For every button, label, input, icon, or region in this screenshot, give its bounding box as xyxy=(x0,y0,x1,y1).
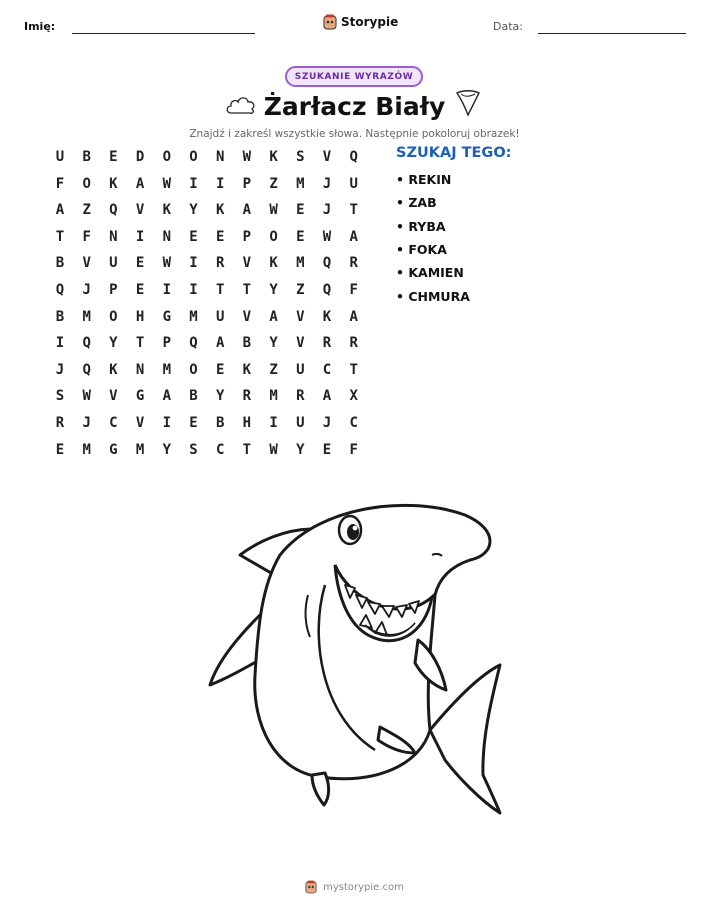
grid-letter[interactable]: P xyxy=(109,282,118,298)
grid-letter[interactable]: Y xyxy=(269,335,278,352)
shark-tooth-icon xyxy=(455,89,481,117)
brand-name: Storypie xyxy=(341,15,399,29)
grid-letter[interactable]: I xyxy=(162,282,172,298)
grid-letter[interactable]: S xyxy=(55,388,65,405)
grid-letter[interactable]: A xyxy=(242,202,252,219)
grid-letter[interactable]: F xyxy=(55,175,65,192)
grid-letter[interactable]: R xyxy=(296,388,305,405)
grid-letter[interactable]: A xyxy=(349,228,358,245)
grid-letter[interactable]: O xyxy=(189,149,198,165)
grid-letter[interactable]: D xyxy=(135,149,145,165)
grid-letter[interactable]: C xyxy=(349,415,358,431)
grid-letter[interactable]: W xyxy=(322,228,332,245)
grid-letter[interactable]: V xyxy=(135,202,145,219)
grid-letter[interactable]: M xyxy=(162,361,172,378)
grid-letter[interactable]: Z xyxy=(296,282,305,298)
grid-letter[interactable]: M xyxy=(82,308,91,325)
grid-letter[interactable]: Z xyxy=(269,175,278,192)
grid-letter[interactable]: K xyxy=(269,255,278,272)
name-label: Imię: xyxy=(24,20,56,33)
grid-letter[interactable]: R xyxy=(242,388,252,405)
grid-letter[interactable]: B xyxy=(242,335,252,352)
grid-letter[interactable]: P xyxy=(242,228,252,245)
grid-letter[interactable]: E xyxy=(296,228,305,245)
grid-letter[interactable]: C xyxy=(215,441,225,458)
grid-letter[interactable]: W xyxy=(162,255,172,272)
word-list-item: • RYBA xyxy=(396,218,446,234)
grid-letter[interactable]: J xyxy=(322,175,332,192)
grid-letter[interactable]: J xyxy=(82,282,91,298)
shark-illustration xyxy=(200,485,510,825)
grid-letter[interactable]: X xyxy=(349,388,358,405)
grid-letter[interactable]: C xyxy=(322,361,332,378)
grid-letter[interactable]: M xyxy=(296,175,305,192)
grid-letter[interactable]: Q xyxy=(82,335,91,352)
grid-letter[interactable]: Q xyxy=(322,255,332,272)
grid-letter[interactable]: Q xyxy=(82,361,91,378)
grid-letter[interactable]: Y xyxy=(269,282,278,298)
grid-letter[interactable]: W xyxy=(242,149,252,165)
grid-letter[interactable]: Z xyxy=(82,202,91,219)
grid-letter[interactable]: A xyxy=(322,388,332,405)
grid-letter[interactable]: W xyxy=(162,175,172,192)
grid-letter[interactable]: O xyxy=(82,175,91,192)
grid-letter[interactable]: I xyxy=(189,175,198,192)
grid-letter[interactable]: G xyxy=(135,388,145,405)
grid-letter[interactable]: V xyxy=(242,255,252,272)
grid-letter[interactable]: S xyxy=(189,441,198,458)
grid-letter[interactable]: I xyxy=(162,415,172,431)
grid-letter[interactable]: V xyxy=(296,335,305,352)
grid-letter[interactable]: T xyxy=(135,335,145,352)
grid-letter[interactable]: P xyxy=(242,175,252,192)
grid-letter[interactable]: T xyxy=(242,282,252,298)
grid-letter[interactable]: U xyxy=(296,361,305,378)
grid-letter[interactable]: J xyxy=(322,202,332,219)
grid-letter[interactable]: A xyxy=(55,202,65,219)
grid-letter[interactable]: E xyxy=(135,282,145,298)
grid-letter[interactable]: T xyxy=(55,228,65,245)
grid-letter[interactable]: I xyxy=(55,335,65,352)
grid-letter[interactable]: V xyxy=(109,388,118,405)
grid-letter[interactable]: R xyxy=(55,415,65,431)
grid-letter[interactable]: M xyxy=(296,255,305,272)
grid-letter[interactable]: N xyxy=(215,149,225,165)
word-list-title: SZUKAJ TEGO: xyxy=(396,145,512,161)
grid-letter[interactable]: B xyxy=(189,388,198,405)
grid-letter[interactable]: N xyxy=(109,228,118,245)
grid-letter[interactable]: Z xyxy=(269,361,278,378)
grid-letter[interactable]: M xyxy=(189,308,198,325)
grid-letter[interactable]: W xyxy=(269,202,278,219)
grid-letter[interactable]: V xyxy=(322,149,332,165)
grid-letter[interactable]: O xyxy=(162,149,172,165)
grid-letter[interactable]: E xyxy=(189,415,198,431)
grid-letter[interactable]: W xyxy=(269,441,278,458)
grid-letter[interactable]: G xyxy=(162,308,172,325)
grid-letter[interactable]: O xyxy=(189,361,198,378)
footer xyxy=(0,880,709,894)
grid-letter[interactable]: I xyxy=(189,282,198,298)
grid-letter[interactable]: Y xyxy=(215,388,225,405)
grid-letter[interactable]: T xyxy=(349,361,358,378)
brand-logo xyxy=(323,14,398,30)
grid-letter[interactable]: M xyxy=(269,388,278,405)
grid-letter[interactable]: B xyxy=(215,415,225,431)
grid-letter[interactable]: K xyxy=(109,175,118,192)
grid-letter[interactable]: V xyxy=(82,255,91,272)
page-title: Żarłacz Biały xyxy=(263,92,446,121)
grid-letter[interactable]: F xyxy=(349,282,358,298)
grid-letter[interactable]: B xyxy=(82,149,91,165)
date-label: Data: xyxy=(493,20,523,33)
grid-letter[interactable]: E xyxy=(296,202,305,219)
grid-letter[interactable]: Y xyxy=(296,441,305,458)
grid-letter[interactable]: M xyxy=(82,441,91,458)
grid-letter[interactable]: A xyxy=(162,388,172,405)
grid-letter[interactable]: Q xyxy=(55,282,65,298)
grid-letter[interactable]: Q xyxy=(189,335,198,352)
grid-letter[interactable]: R xyxy=(215,255,225,272)
grid-letter[interactable]: I xyxy=(135,228,145,245)
grid-letter[interactable]: T xyxy=(215,282,225,298)
grid-letter[interactable]: R xyxy=(349,335,358,352)
grid-letter[interactable]: E xyxy=(189,228,198,245)
instructions: Znajdź i zakreśl wszystkie słowa. Następnie pokoloruj obrazek! xyxy=(189,128,520,140)
grid-letter[interactable]: Y xyxy=(109,335,118,352)
grid-letter[interactable]: T xyxy=(242,441,252,458)
word-list-item: • REKIN xyxy=(396,172,452,187)
grid-letter[interactable]: K xyxy=(109,361,118,378)
grid-letter[interactable]: E xyxy=(215,361,225,378)
grid-letter[interactable]: N xyxy=(162,228,172,245)
grid-letter[interactable]: C xyxy=(109,415,118,431)
grid-letter[interactable]: R xyxy=(349,255,358,272)
grid-letter[interactable]: E xyxy=(109,149,118,165)
grid-letter[interactable]: I xyxy=(269,415,278,431)
grid-letter[interactable]: M xyxy=(135,441,145,458)
grid-letter[interactable]: V xyxy=(135,415,145,431)
grid-letter[interactable]: J xyxy=(322,415,332,431)
grid-letter[interactable]: U xyxy=(55,149,65,165)
grid-letter[interactable]: U xyxy=(109,255,118,272)
name-line[interactable] xyxy=(72,33,255,34)
grid-letter[interactable]: K xyxy=(242,361,252,378)
grid-letter[interactable]: Y xyxy=(189,202,198,219)
grid-letter[interactable]: U xyxy=(296,415,305,431)
grid-letter[interactable]: U xyxy=(215,308,225,325)
grid-letter[interactable]: H xyxy=(135,308,145,325)
grid-letter[interactable]: V xyxy=(242,308,252,325)
grid-letter[interactable]: I xyxy=(215,175,225,192)
footer-site[interactable]: mystorypie.com xyxy=(323,881,404,893)
grid-letter[interactable]: Q xyxy=(322,282,332,298)
grid-letter[interactable]: V xyxy=(296,308,305,325)
grid-letter[interactable]: E xyxy=(322,441,332,458)
storypie-logo-icon xyxy=(323,14,337,30)
grid-letter[interactable]: K xyxy=(162,202,172,219)
date-line[interactable] xyxy=(538,33,686,34)
grid-letter[interactable]: E xyxy=(135,255,145,272)
grid-letter[interactable]: J xyxy=(82,415,91,431)
grid-letter[interactable]: U xyxy=(349,175,358,192)
grid-letter[interactable]: F xyxy=(82,228,91,245)
grid-letter[interactable]: I xyxy=(189,255,198,272)
storypie-logo-icon xyxy=(305,880,317,894)
grid-letter[interactable]: S xyxy=(296,149,305,165)
grid-letter[interactable]: H xyxy=(242,415,252,431)
grid-letter[interactable]: P xyxy=(162,335,172,352)
grid-letter[interactable]: N xyxy=(135,361,145,378)
grid-letter[interactable]: Q xyxy=(109,202,118,219)
word-list-item: • CHMURA xyxy=(396,288,470,304)
activity-badge: SZUKANIE WYRAZÓW xyxy=(285,66,423,87)
grid-letter[interactable]: K xyxy=(269,149,278,165)
grid-letter[interactable]: Y xyxy=(162,441,172,458)
grid-letter[interactable]: K xyxy=(322,308,332,325)
word-list-item: • ZAB xyxy=(396,195,437,211)
word-list-item: • FOKA xyxy=(396,241,447,257)
grid-letter[interactable]: O xyxy=(109,308,118,325)
grid-letter[interactable]: E xyxy=(55,441,65,458)
word-list-item: • KAMIEN xyxy=(396,265,464,281)
grid-letter[interactable]: G xyxy=(109,441,118,458)
grid-letter[interactable]: Q xyxy=(349,149,358,165)
grid-letter[interactable]: A xyxy=(215,335,225,352)
grid-letter[interactable]: E xyxy=(215,228,225,245)
grid-letter[interactable]: A xyxy=(349,308,358,325)
grid-letter[interactable]: W xyxy=(82,388,91,405)
grid-letter[interactable]: K xyxy=(215,202,225,219)
grid-letter[interactable]: A xyxy=(135,175,145,192)
grid-letter[interactable]: F xyxy=(349,441,358,458)
grid-letter[interactable]: B xyxy=(55,308,65,325)
grid-letter[interactable]: O xyxy=(269,228,278,245)
grid-letter[interactable]: J xyxy=(55,361,65,378)
grid-letter[interactable]: R xyxy=(322,335,332,352)
grid-letter[interactable]: T xyxy=(349,202,358,219)
grid-letter[interactable]: A xyxy=(269,308,278,325)
grid-letter[interactable]: B xyxy=(55,255,65,272)
